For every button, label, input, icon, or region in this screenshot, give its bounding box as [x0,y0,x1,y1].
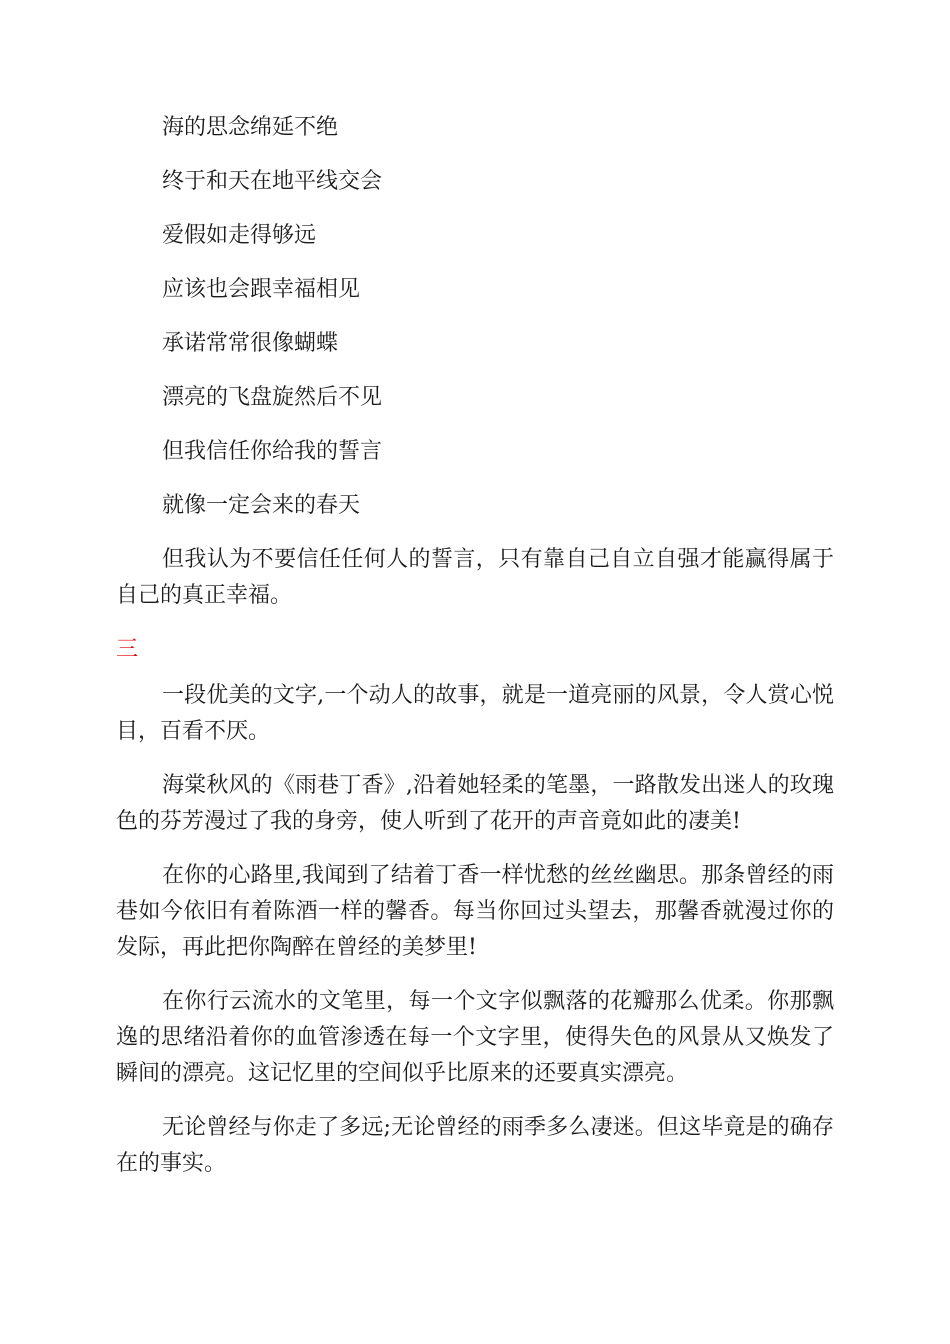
conclusion-paragraph: 但我认为不要信任任何人的誓言，只有靠自己自立自强才能赢得属于自己的真正幸福。 [116,547,834,608]
poem-line: 承诺常常很像蝴蝶 [162,331,339,356]
poem-line: 终于和天在地平线交会 [162,169,383,194]
poem-line: 但我信任你给我的誓言 [162,439,383,464]
body-paragraph: 海棠秋风的《雨巷丁香》,沿着她轻柔的笔墨，一路散发出迷人的玫瑰色的芬芳漫过了我的身旁，使人听到了花开的声音竟如此的凄美! [116,773,834,834]
body-paragraph: 在你行云流水的文笔里，每一个文字似飘落的花瓣那么优柔。你那飘逸的思绪沿着你的血管渗透在每一个文字里，使得失色的风景从又焕发了瞬间的漂亮。这记忆里的空间似乎比原来的还要真实漂亮。 [116,989,834,1086]
document-body [116,110,834,1200]
poem-line: 漂亮的飞盘旋然后不见 [162,385,383,410]
section-heading: 三 [116,637,139,662]
body-paragraph: 一段优美的文字,一个动人的故事，就是一道亮丽的风景，令人赏心悦目，百看不厌。 [116,683,834,744]
body-paragraph: 在你的心路里,我闻到了结着丁香一样忧愁的丝丝幽思。那条曾经的雨巷如今依旧有着陈酒一样的馨香。每当你回过头望去，那馨香就漫过你的发际，再此把你陶醉在曾经的美梦里! [116,863,834,960]
body-paragraph: 无论曾经与你走了多远;无论曾经的雨季多么凄迷。但这毕竟是的确存在的事实。 [116,1115,834,1176]
poem-line: 就像一定会来的春天 [162,493,361,518]
poem-line: 爱假如走得够远 [162,223,317,248]
poem-line: 应该也会跟幸福相见 [162,277,361,302]
poem-line: 海的思念绵延不绝 [162,115,339,140]
